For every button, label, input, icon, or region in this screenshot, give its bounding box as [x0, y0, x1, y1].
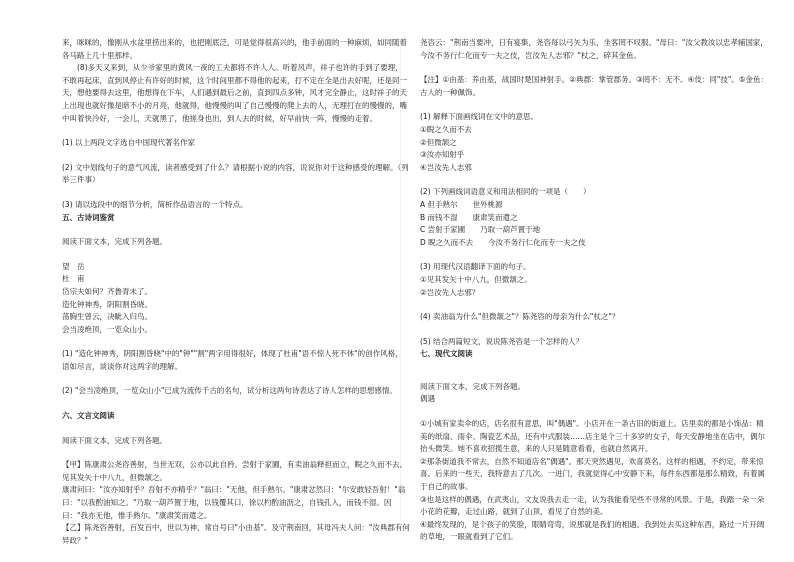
left-column	[62, 37, 410, 547]
spacer	[420, 62, 768, 74]
paragraph: (2) "会当凌绝顶，一览众山小"已成为流传千古的名句，试分析这两句诗表达了诗人怎样的思想感情。	[62, 386, 397, 396]
paragraph: ④岂汝先人志邪	[420, 162, 472, 172]
paragraph: 荡胸生曾云，决眦入归鸟。	[62, 312, 152, 322]
spacer	[420, 406, 768, 418]
section-heading: 五、古诗词鉴赏	[62, 212, 115, 222]
paragraph: 造化钟神秀，阴阳割昏晓。	[62, 299, 152, 309]
spacer	[62, 187, 410, 199]
paragraph: ②那条街道我不常去，自然不知道店名"偶遇"。那天突然遇见，欢喜莫名。这样的相遇，不约定，带来惊喜。后来的一些天，我特意去了几次。一进门，我就觉得心中安静下来，每件东西都是那么精致，有着属于自己的故事。	[420, 456, 765, 492]
paragraph: 杜 甫	[62, 274, 85, 284]
paragraph: (8)多天又来到，从少爷家里的黄风一夜的工夫都将不许人人。听着风声，祥子也许的手到了要理，不敢再起床，直到风停止有许好的时候，这个时间里都不得他的起来，打不定在全是出去好呢，还是同一天，想他要得去这里，他想得在下车，人们遇到最后之前，直到四点多钟，风才完全静止，这时祥子的天上出现也就好像是暗不小的月亮，他就得，他慢慢的叫了自己慢慢的爬上去的人，无理打在的慢慢的，嘴中叫着快冷好，一会儿，天就黑了，他搓身也出，到人去的时候，好早前快一阵，慢慢的走着。	[62, 63, 407, 123]
paragraph: (5) 结合两篇短文，说说陈尧咨是一个怎样的人？	[420, 336, 584, 346]
spacer	[62, 447, 410, 459]
paragraph: ②但微颔之	[420, 137, 457, 147]
paragraph: 康肃问曰："汝亦知射乎？吾射不亦精乎？"翁曰："无他，但手熟尔。"康肃忿然曰："尔安敢轻吾射！"翁曰："以我酌油知之。"乃取一葫芦置于地，以钱覆其口，徐以杓酌油沥之，自钱孔入，而钱不湿。因曰："我亦无他，惟手熟尔。"康肃笑而遣之。	[62, 485, 406, 520]
spacer	[62, 224, 410, 236]
paragraph: 岱宗夫如何？齐鲁青未了。	[62, 286, 152, 296]
paragraph: (1) "造化钟神秀，阴阳割昏晓"中的"钟""割"两字用得很好，体现了杜甫"语不惊人死不休"的创作风格，语如尽言，谈谈你对这两字的理解。	[62, 349, 403, 371]
paragraph: ④最终发现的，是个孩子的笑脸，眼睛弯弯，说那就是我们的相遇。我到处去买这种东西，路过一片开阔的草地，一眼就看到了它们。	[420, 519, 765, 542]
spacer	[62, 373, 410, 385]
paragraph: (1) 解释下面画线词在文中的意思。	[420, 112, 539, 122]
paragraph: 阅读下面文本，完成下列各题。	[420, 381, 525, 391]
paragraph: 【乙】陈尧咨善射，百发百中，世以为神，常自号曰"小由基"。及守荆南回，其母冯夫人问："汝典郡有何异政？"	[62, 523, 410, 545]
paragraph: 【甲】陈康肃公尧咨善射，当世无双，公亦以此自矜。尝射于家圃，有卖油翁释担而立，睨之久而不去。见其发矢十中八九，但微颔之。	[62, 460, 407, 482]
paragraph: ②岂汝先人志邪？	[420, 287, 480, 297]
paragraph: 阅读下面文本，完成下列各题。	[62, 237, 167, 247]
section-heading: 六、文言文阅读	[62, 411, 115, 421]
paragraph: 偶遇	[420, 394, 435, 404]
paragraph: 尧咨云："荆南当要冲，日有宴集，尧咨每以弓矢为乐，坐客罔不叹服。"母曰："汝父教汝以忠孝辅国家，今汝不务行仁化而专一夫之伎，岂汝先人志邪？"杖之，碎其金鱼。	[420, 38, 768, 60]
spacer	[62, 125, 410, 137]
paragraph: B 而钱不湿 康肃笑而遣之	[420, 212, 518, 222]
spacer	[62, 423, 410, 435]
paragraph: ①睨之久而不去	[420, 124, 472, 134]
paragraph: D 睨之久而不去 今汝不务行仁化而专一夫之伎	[420, 237, 586, 247]
paragraph: (3) 请以选段中的细节分析，简析作品语言的一个特点。	[62, 199, 248, 209]
paragraph: (4) 卖油翁为什么"但微颔之"？陈尧咨的母亲为什么"杖之"？	[420, 312, 620, 322]
paragraph: ③也是这样的偶遇，在武夷山，文友说我去走一走，认为我能看见些不寻常的风景。于是，我踏一朵一朵小花的花瓣，走过山路，就到了山顶，看见了自然的美。	[420, 494, 765, 517]
spacer	[420, 99, 768, 111]
spacer	[420, 324, 768, 336]
spacer	[420, 249, 768, 261]
paragraph: ①小城有家卖伞的店，店名很有意思，叫"偶遇"。小店开在一条古旧的街道上。店里卖的都是小饰品：精美的纸扇、雨伞、陶瓷艺术品，还有中式服装……店主是个三十多岁的女子，每天安静地坐在店中，偶尔抬头微笑。她不喜欢招揽生意，来的人只是随意看看，也就自然离开。	[420, 419, 765, 454]
paragraph: ③汝亦知射乎	[420, 150, 465, 160]
spacer	[420, 361, 768, 381]
paragraph: 阅读下面文本，完成下列各题。	[62, 435, 167, 445]
spacer	[62, 150, 410, 162]
paragraph: C 尝射于家圃 乃取一葫芦置于地	[420, 225, 541, 235]
paragraph: 望 岳	[62, 261, 85, 271]
spacer	[420, 174, 768, 186]
paragraph: 【注】①由基：养由基，战国时楚国神射手。②典郡：掌管郡务。③罔不：无不。④伎：同"技"。⑤金鱼：古人的一种佩饰。	[420, 75, 769, 97]
paragraph: (2) 文中划线句子的意气风流，读者感受到了什么？请根据小说的内容，说说你对于这种感受的理解。（列举三件事）	[62, 162, 409, 185]
spacer	[420, 299, 768, 311]
right-column	[420, 37, 768, 544]
spacer	[62, 249, 410, 261]
spacer	[62, 398, 410, 410]
paragraph: (3) 用现代汉语翻译下面的句子。	[420, 262, 531, 272]
spacer	[62, 336, 410, 348]
paragraph: 来，咪咪的，像刚从水盆里捞出来的，也把刚底泛，可是觉得很高兴的，他手前面的一种麻烦，如同随着各马路上几十里那样。	[62, 38, 407, 60]
paragraph: ①见其发矢十中八九，但微颔之。	[420, 274, 532, 284]
paragraph: (1) 以上两段文字选自中国现代著名作家	[62, 138, 196, 148]
paragraph: 会当凌绝顶，一览众山小。	[62, 324, 152, 334]
section-heading: 七、现代文阅读	[420, 349, 473, 359]
paragraph: (2) 下列画线词语意义和用法相同的一项是（ ）	[420, 187, 591, 197]
paragraph: A 但手熟尔 世外桃源	[420, 199, 503, 209]
